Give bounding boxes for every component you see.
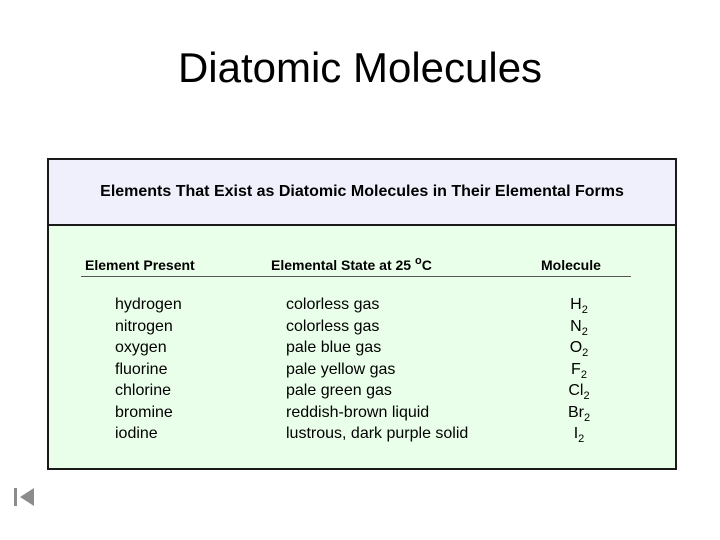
table-row (49, 294, 675, 316)
table-row (49, 316, 675, 338)
element-cell: hydrogen (115, 296, 182, 313)
element-cell: fluorine (115, 360, 168, 378)
molecule-symbol: O (569, 339, 583, 356)
table-row (49, 423, 675, 445)
element-cell: iodine (115, 425, 158, 442)
state-cell: colorless gas (286, 296, 380, 313)
molecule-subscript: 2 (581, 304, 588, 316)
state-cell: pale green gas (286, 382, 392, 399)
table-row (49, 380, 675, 402)
diatomic-table (47, 158, 677, 470)
state-cell: lustrous, dark purple solid (286, 425, 469, 442)
molecule-symbol: I (573, 425, 579, 442)
molecule-cell (554, 316, 604, 337)
molecule-subscript: 2 (583, 390, 590, 402)
table-row (49, 337, 675, 359)
skip-to-first-icon[interactable] (12, 486, 36, 508)
state-cell: pale yellow gas (286, 360, 396, 378)
table-row (49, 402, 675, 424)
molecule-symbol: H (570, 296, 582, 313)
molecule-subscript: 2 (581, 325, 588, 338)
molecule-subscript: 2 (583, 411, 591, 424)
molecule-subscript: 2 (582, 347, 589, 359)
element-cell: chlorine (115, 382, 172, 399)
molecule-cell (554, 359, 604, 380)
header-rule (81, 276, 631, 277)
skip-to-first-icon-graphic (12, 486, 36, 508)
state-cell: pale blue gas (286, 339, 382, 356)
header-state-prefix: Elemental State at 25 (271, 257, 415, 273)
molecule-subscript: 2 (578, 433, 585, 445)
molecule-symbol: Cl (568, 382, 584, 399)
element-cell: bromine (115, 403, 173, 421)
table-row (49, 359, 675, 381)
molecule-symbol: N (570, 317, 582, 335)
header-state-unit: C (421, 257, 432, 273)
molecule-cell (554, 402, 604, 423)
molecule-symbol: F (571, 360, 581, 378)
molecule-cell (554, 423, 604, 444)
header-element: Element Present (85, 257, 195, 273)
molecule-subscript: 2 (580, 368, 587, 381)
slide-title: Diatomic Molecules (177, 44, 543, 91)
element-cell: nitrogen (115, 317, 173, 335)
molecule-cell (554, 294, 604, 315)
header-molecule: Molecule (541, 257, 601, 273)
header-state (271, 256, 432, 274)
header-state-degree: o (414, 255, 422, 267)
element-cell: oxygen (115, 339, 167, 356)
molecule-cell (554, 337, 604, 358)
table-rows (49, 294, 675, 445)
molecule-symbol: Br (567, 403, 584, 421)
state-cell: colorless gas (286, 317, 380, 335)
state-cell: reddish-brown liquid (286, 403, 430, 421)
table-caption: Elements That Exist as Diatomic Molecules in Their Elemental Forms (49, 160, 675, 226)
molecule-cell (554, 380, 604, 401)
